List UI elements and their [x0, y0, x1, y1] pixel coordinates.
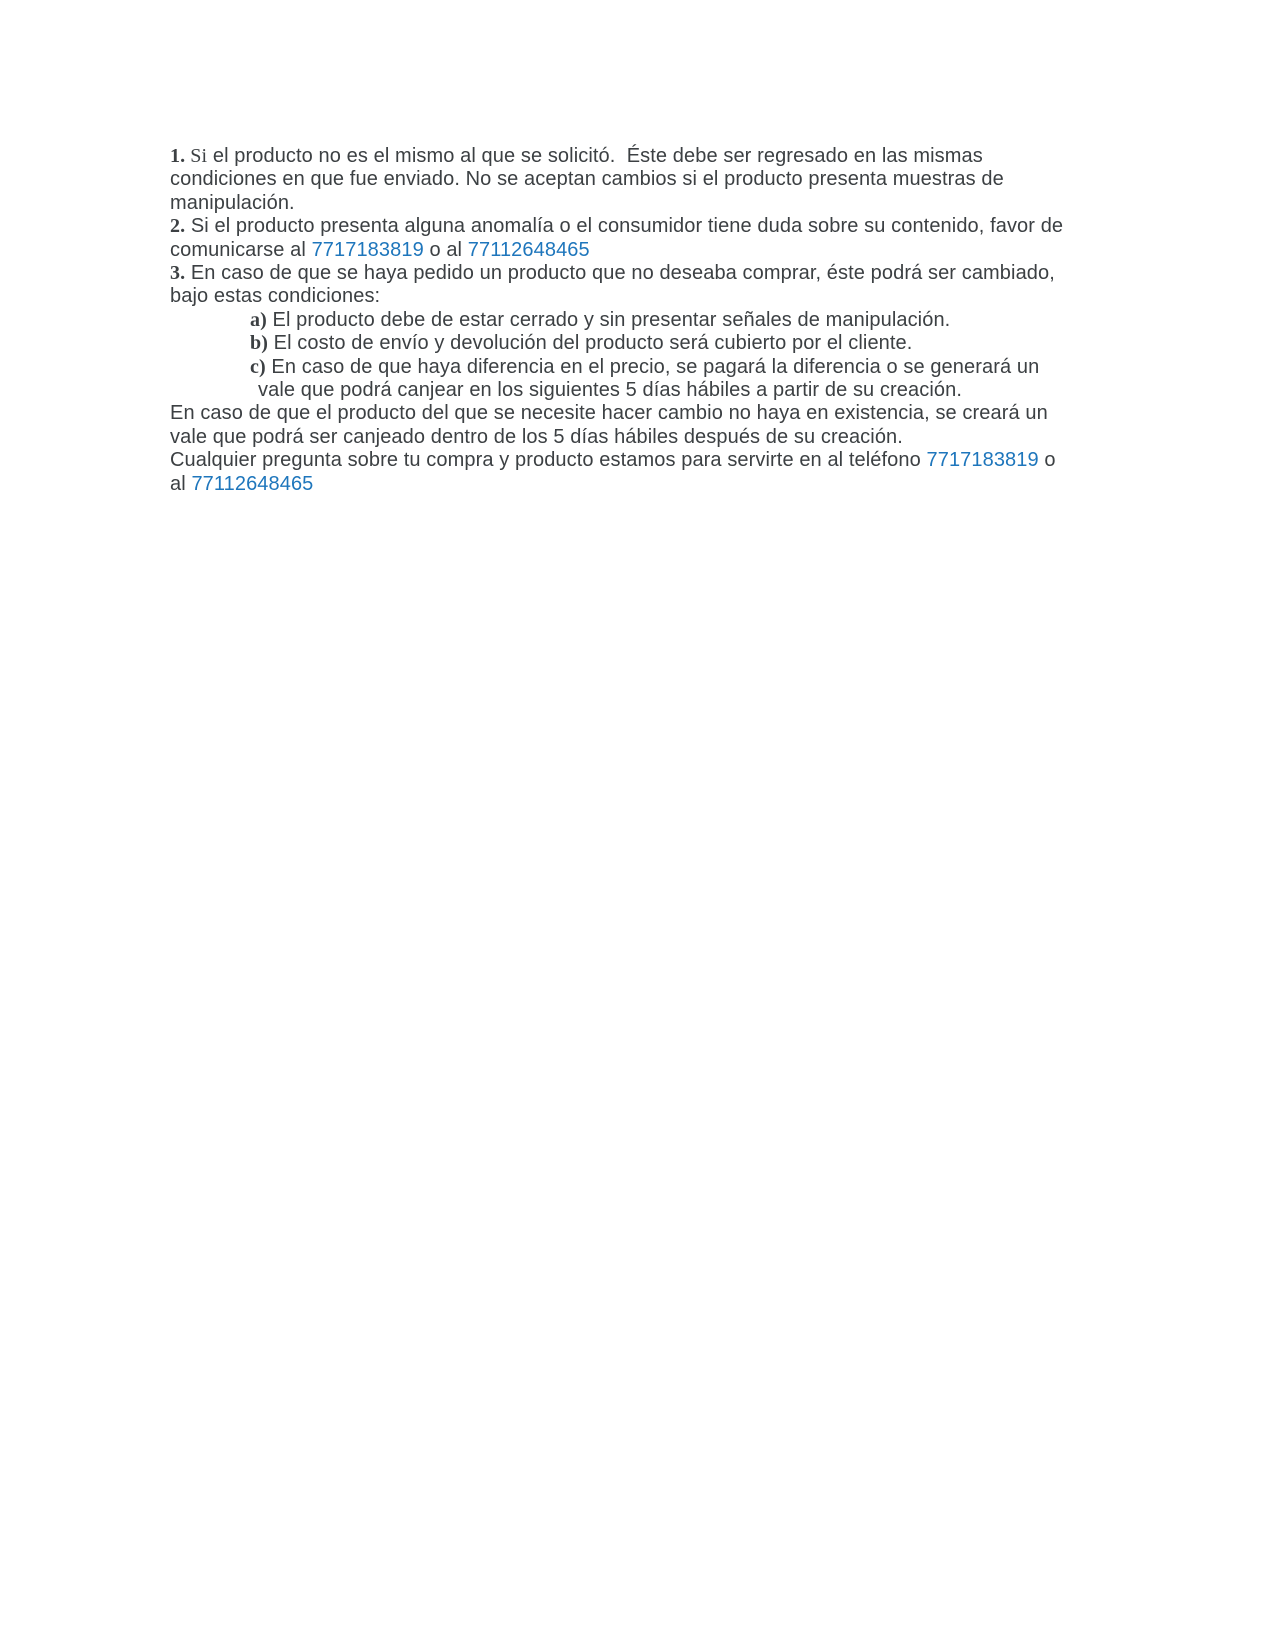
text-line: [170, 426, 1110, 449]
text-segment: al: [170, 472, 192, 495]
text-segment: En caso de que haya diferencia en el precio, se pagará la diferencia o se generará un: [265, 355, 1040, 378]
text-line: [170, 239, 1110, 262]
text-segment: Cualquier pregunta sobre tu compra y producto estamos para servirte en al teléfono: [170, 449, 927, 472]
list-marker: 3.: [170, 262, 186, 285]
text-line: [250, 309, 1110, 332]
phone-link[interactable]: 7717183819: [926, 449, 1039, 472]
list-marker: c): [250, 355, 266, 378]
text-segment: Si el producto presenta alguna anomalía o el consumidor tiene duda sobre su contenido, favor de: [185, 215, 1064, 238]
text-segment: o: [1038, 449, 1056, 472]
text-segment: comunicarse al: [170, 238, 312, 261]
text-line: [170, 262, 1110, 285]
text-line: [170, 449, 1110, 472]
document-body: [170, 145, 1110, 496]
list-marker: 2.: [170, 215, 186, 238]
phone-link[interactable]: 77112648465: [191, 472, 314, 495]
text-line: [170, 192, 1110, 215]
text-segment: bajo estas condiciones:: [170, 285, 381, 308]
list-marker: a): [250, 308, 267, 331]
phone-link[interactable]: 77112648465: [467, 238, 590, 261]
text-line: [258, 379, 1110, 402]
list-marker: b): [250, 332, 268, 355]
text-line: [250, 356, 1110, 379]
text-line: [250, 332, 1110, 355]
text-segment: o al: [423, 238, 468, 261]
text-segment: manipulación.: [170, 191, 295, 214]
text-segment: vale que podrá ser canjeado dentro de los 5 días hábiles después de su creación.: [170, 425, 903, 448]
list-marker: 1.: [170, 145, 186, 167]
text-segment: Si: [185, 145, 208, 167]
text-segment: En caso de que se haya pedido un producto que no deseaba comprar, éste podrá ser cambiado,: [185, 262, 1055, 285]
text-line: [170, 402, 1110, 425]
text-line: [170, 145, 1110, 168]
text-segment: condiciones en que fue enviado. No se aceptan cambios si el producto presenta muestras de: [170, 168, 1004, 191]
text-segment: En caso de que el producto del que se necesite hacer cambio no haya en existencia, se creará un: [170, 402, 1048, 425]
text-segment: el producto no es el mismo al que se solicitó. Éste debe ser regresado en las mismas: [207, 145, 983, 167]
text-segment: El costo de envío y devolución del producto será cubierto por el cliente.: [267, 332, 913, 355]
text-line: [170, 215, 1110, 238]
phone-link[interactable]: 7717183819: [311, 238, 424, 261]
text-line: [170, 168, 1110, 191]
text-line: [170, 473, 1110, 496]
text-segment: vale que podrá canjear en los siguientes 5 días hábiles a partir de su creación.: [258, 379, 962, 402]
text-line: [170, 285, 1110, 308]
text-segment: El producto debe de estar cerrado y sin presentar señales de manipulación.: [266, 308, 951, 331]
